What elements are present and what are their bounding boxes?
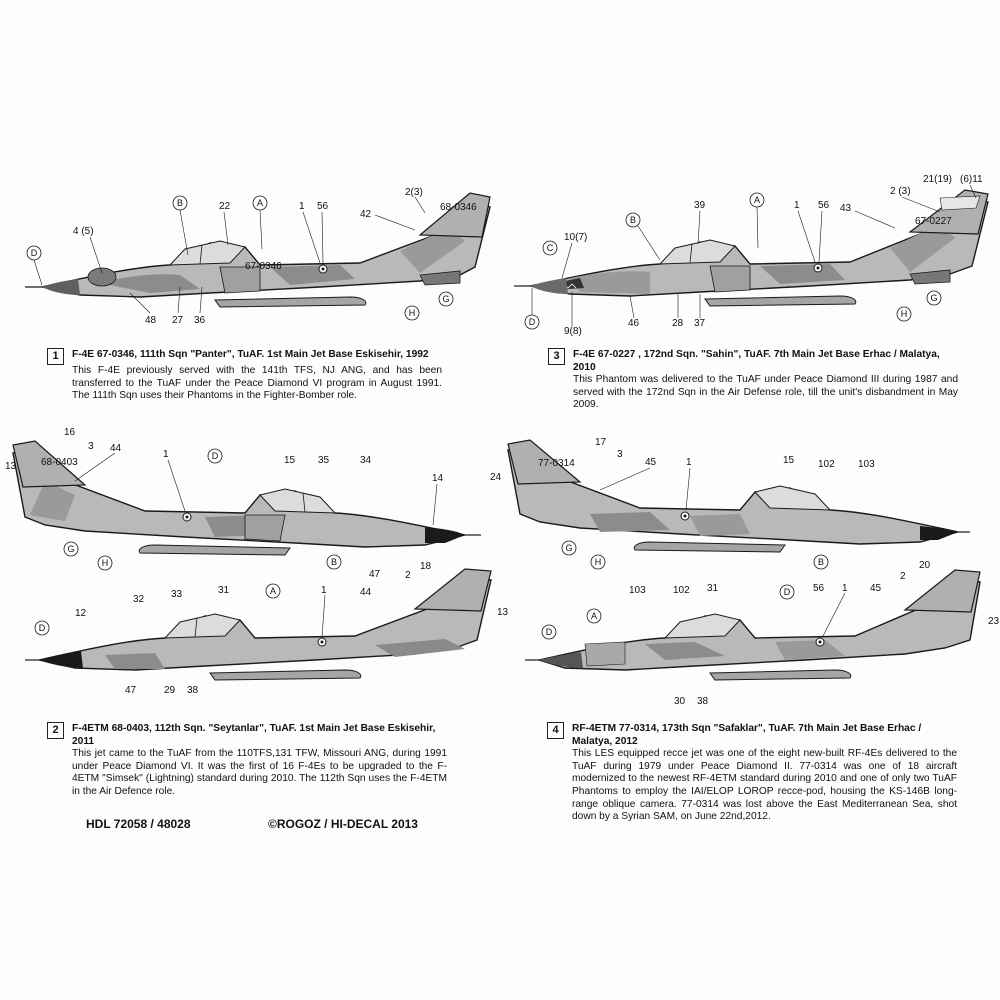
profile-1-serial: 67-0346 [245,261,282,272]
profile-title: F-4E 67-0346, 111th Sqn "Panter", TuAF. 1st Main Jet Base Eskisehir, 1992 [72,349,429,360]
callout: 13 [497,607,509,618]
callout: 35 [318,455,330,466]
callout: 18 [420,561,432,572]
callout: 37 [694,318,706,329]
callout: 27 [172,315,184,326]
profile-number-box: 2 [47,722,64,739]
callout: 48 [145,315,157,326]
callout: 30 [674,696,686,707]
callout: B [330,557,338,567]
profile-body: This jet came to the TuAF from the 110TFS,131 TFW, Missouri ANG, during 1991 under Peace Diamond VI. It was the first of 16 F-4Es to be upgraded to the F-4ETM "Simsek" (Lightning) standard during 2010. The 112th Sqn uses the F-4ETM in the Air Defence role. [72,748,447,797]
callout: 56 [317,201,329,212]
callout: 1 [321,585,327,596]
callout: 31 [707,583,719,594]
profile-4-right-airframe [525,570,980,680]
profile-3-description [548,349,958,412]
callout: B [629,215,637,225]
callout: B [176,198,184,208]
callout: 15 [284,455,296,466]
callout: 21(19) [923,174,952,185]
callout: 45 [645,457,657,468]
profile-title: RF-4ETM 77-0314, 173th Sqn "Safaklar", TuAF. 7th Main Jet Base Erhac / Malatya, 2012 [572,723,922,747]
callout: D [545,627,553,637]
callout: H [408,308,416,318]
profile-3-tail-marking: 67-0227 [915,216,952,227]
profile-4-aircraft-left-side [490,430,970,580]
profile-2-description [47,723,447,799]
profile-number-box: 1 [47,348,64,365]
callout: 44 [360,587,372,598]
callout: 56 [818,200,830,211]
callout: 28 [672,318,684,329]
callout: H [101,558,109,568]
profile-3-aircraft [510,168,990,338]
callout: 36 [194,315,206,326]
profile-body: This Phantom was delivered to the TuAF under Peace Diamond III during 1987 and served with the 172nd Sqn in the Air Defense role, till the unit's disbandment in May 2009. [573,374,958,411]
callout: D [211,451,219,461]
callout: 39 [694,200,706,211]
profile-4-description [547,723,957,824]
callout: D [38,623,46,633]
profile-4-left-airframe [508,440,970,552]
copyright: ©ROGOZ / HI-DECAL 2013 [268,817,418,831]
callout: 20 [919,560,931,571]
callout: 43 [840,203,852,214]
callout: G [67,544,75,554]
callout: A [256,198,264,208]
callout: 45 [870,583,882,594]
profile-title: F-4ETM 68-0403, 112th Sqn. "Seytanlar", TuAF. 1st Main Jet Base Eskisehir, 2011 [72,723,436,747]
callout: 16 [64,427,76,438]
callout: C [546,243,554,253]
callout: 2(3) [405,187,423,198]
callout: 17 [595,437,607,448]
callout: 15 [783,455,795,466]
profile-body: This F-4E previously served with the 141th TFS, NJ ANG, and has been transferred to the TuAF under the Peace Diamond VI program in August 1991. The 111th Sqn uses their Phantoms in the Fighter-Bomber role. [72,365,442,402]
callout: A [753,195,761,205]
callout: D [528,317,536,327]
callout: 1 [842,583,848,594]
callout: 22 [219,201,231,212]
callout: 1 [299,201,305,212]
callout: 3 [617,449,623,460]
callout: 46 [628,318,640,329]
product-code: HDL 72058 / 48028 [86,817,191,831]
callout: 102 [673,585,690,596]
callout: 31 [218,585,230,596]
callout: D [30,248,38,258]
callout: 102 [818,459,835,470]
callout: 33 [171,589,183,600]
profile-4-aircraft-right-side [525,560,1000,710]
callout: 1 [794,200,800,211]
profile-2-right-airframe [25,569,491,680]
profile-2-left-airframe [13,441,481,555]
profile-title: F-4E 67-0227 , 172nd Sqn. "Sahin", TuAF. 7th Main Jet Base Erhac / Malatya, 2010 [573,349,940,373]
callout: 24 [490,472,502,483]
callout: 14 [432,473,444,484]
callout: 34 [360,455,372,466]
callout: G [930,293,938,303]
profile-2-aircraft-left-side [5,425,485,585]
callout: H [900,309,908,319]
callout: 38 [697,696,709,707]
callout: 47 [125,685,137,696]
callout: B [817,557,825,567]
profile-1-aircraft [20,175,490,335]
callout: 1 [163,449,169,460]
callout: 44 [110,443,122,454]
callout: 56 [813,583,825,594]
callout: 3 [88,441,94,452]
profile-1-tail-marking: 68-0346 [440,202,477,213]
callout: 2 [900,571,906,582]
callout: 12 [75,608,87,619]
callout: 2 (3) [890,186,911,197]
callout: 103 [858,459,875,470]
profile-2-aircraft-right-side [25,561,509,715]
callout: 2 [405,570,411,581]
callout: A [269,586,277,596]
profile-body: This LES equipped recce jet was one of the eight new-built RF-4Es delivered to the TuAF during 1979 under Peace Diamond II. 77-0314 was one of 18 aircraft modernized to the newest RF-4ETM standard during 2010 and one of only two TuAF Phantoms to employ the IAI/ELOP LOROP recce-pod, housing the KS-146B long-range oblique camera. 77-0314 was lost above the East Mediterranean Sea, shot down by a Syrian SAM, on June 22nd,2012. [572,748,957,823]
callout: H [594,557,602,567]
callout: 47 [369,569,381,580]
callout: 103 [629,585,646,596]
callout: 9(8) [564,326,582,337]
profile-1-description [47,349,442,403]
profile-4-tail-marking: 77-0314 [538,458,575,469]
callout: 42 [360,209,372,220]
profile-1-airframe [25,193,490,307]
callout: (6)11 [960,174,983,185]
callout: 29 [164,685,176,696]
callout: 38 [187,685,199,696]
callout: A [590,611,598,621]
callout: D [783,587,791,597]
profile-3-airframe [514,190,988,306]
callout: 32 [133,594,145,605]
profile-2-tail-marking: 68-0403 [41,457,78,468]
profile-number-box: 3 [548,348,565,365]
callout: 10(7) [564,232,588,243]
callout: 4 (5) [73,226,94,237]
profile-number-box: 4 [547,722,564,739]
callout: G [565,543,573,553]
callout: 13 [5,461,17,472]
callout: 1 [686,457,692,468]
callout: G [442,294,450,304]
callout: 23 [988,616,1000,627]
